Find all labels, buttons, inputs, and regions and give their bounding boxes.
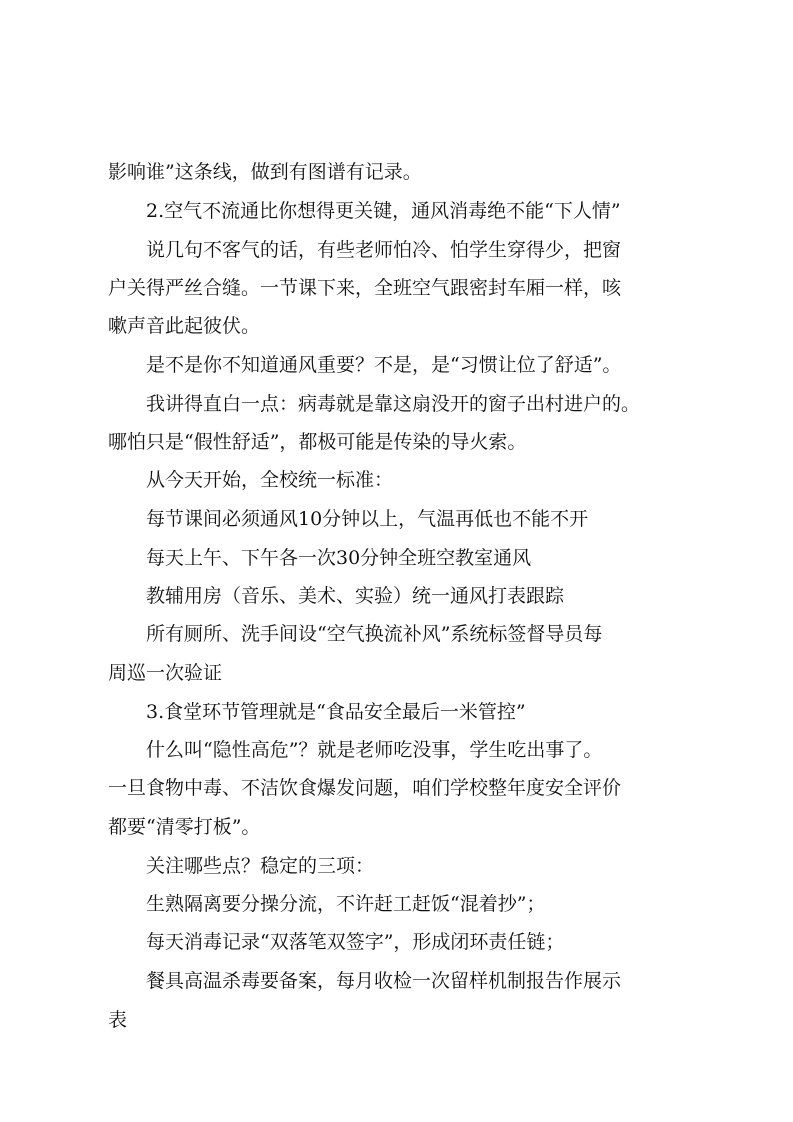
text-line: 影响谁”这条线，做到有图谱有记录。	[108, 161, 422, 183]
section-heading: 2.空气不流通比你想得更关键，通风消毒绝不能“下人情”	[146, 200, 621, 222]
text-line: 我讲得直白一点：病毒就是靠这扇没开的窗子出村进户的。	[146, 393, 641, 415]
list-item: 生熟隔离要分操分流，不许赶工赶饭“混着抄”；	[146, 893, 546, 915]
text-line: 表	[108, 1009, 128, 1031]
text-line: 什么叫“隐性高危”？就是老师吃没事，学生吃出事了。	[146, 739, 603, 761]
list-item: 餐具高温杀毒要备案，每月收检一次留样机制报告作展示	[146, 970, 622, 992]
list-item: 每天消毒记录“双落笔双签字”，形成闭环责任链；	[146, 931, 565, 953]
text-line: 关注哪些点？稳定的三项：	[146, 855, 375, 877]
text-line: 说几句不客气的话，有些老师怕冷、怕学生穿得少，把窗	[146, 239, 622, 261]
list-item: 教辅用房（音乐、美术、实验）统一通风打表跟踪	[146, 585, 565, 607]
text-line: 哪怕只是“假性舒适”，都极可能是传染的导火索。	[108, 431, 527, 453]
text-line: 从今天开始，全校统一标准：	[146, 469, 394, 491]
list-item: 每天上午、下午各一次30分钟全班空教室通风	[146, 547, 532, 569]
text-line: 都要“清零打板”。	[108, 816, 261, 838]
text-line: 一旦食物中毒、不洁饮食爆发问题，咱们学校整年度安全评价	[108, 777, 622, 799]
text-line: 户关得严丝合缝。一节课下来，全班空气跟密封车厢一样，咳	[108, 277, 622, 299]
section-heading: 3.食堂环节管理就是“食品安全最后一米管控”	[146, 701, 526, 723]
text-line: 是不是你不知道通风重要？不是，是“习惯让位了舒适”。	[146, 354, 622, 376]
text-line: 周巡一次验证	[108, 662, 223, 684]
text-line: 嗽声音此起彼伏。	[108, 315, 261, 337]
list-item: 每节课间必须通风10分钟以上，气温再低也不能不开	[146, 508, 589, 530]
list-item: 所有厕所、洗手间设“空气换流补风”系统标签督导员每	[146, 623, 603, 645]
